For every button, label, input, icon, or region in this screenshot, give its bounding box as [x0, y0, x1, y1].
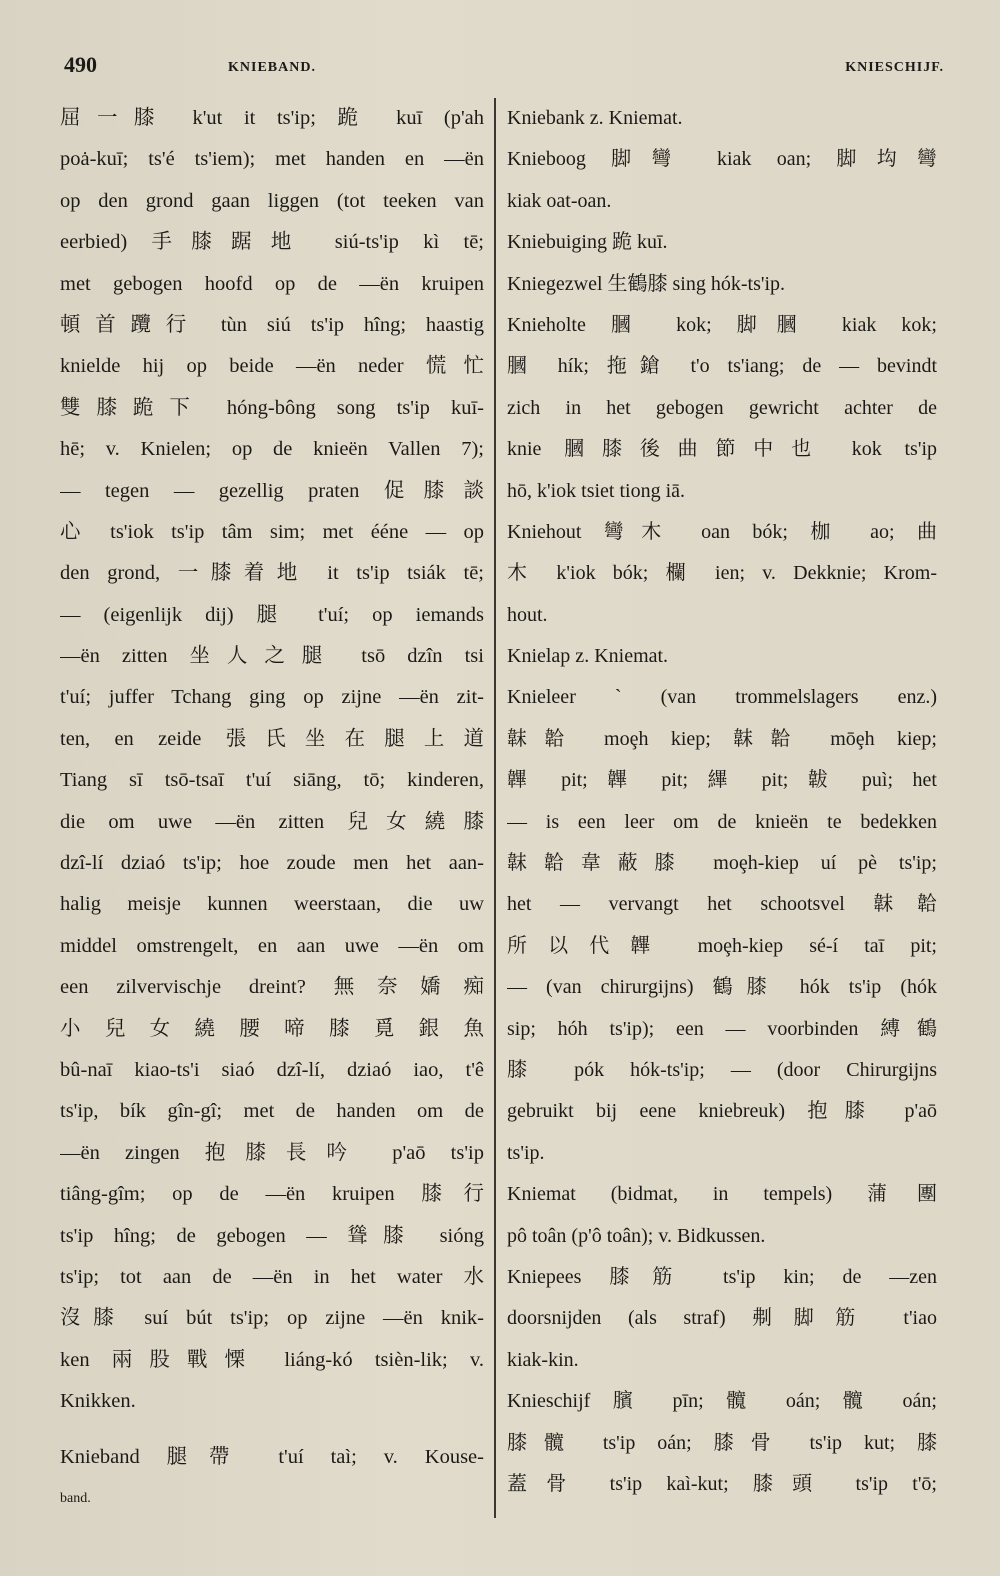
- left-column: [60, 98, 484, 1519]
- text-line: ts'ip hîng; de gebogen — 聳膝 sióng: [60, 1224, 484, 1247]
- text-line: doorsnijden (als straf) 刜脚筋 t'iao: [507, 1307, 937, 1330]
- text-line: band.: [60, 1490, 91, 1506]
- text-line: eerbied) 手膝踞地 siú-ts'ip kì tē;: [60, 231, 484, 254]
- text-line: op den grond gaan liggen (tot teeken van: [60, 189, 484, 212]
- text-line: ts'ip; tot aan de —ën in het water 水: [60, 1265, 484, 1288]
- text-line: dzî-lí dziaó ts'ip; hoe zoude men het aan-: [60, 852, 484, 875]
- text-line: 膝 pók hók-ts'ip; — (door Chirurgijns: [507, 1058, 937, 1081]
- text-line: Kniehout 彎木 oan bók; 枷 ao; 曲: [507, 520, 937, 543]
- text-line: 屈一膝 k'ut it ts'ip; 跪 kuī (p'ah: [60, 107, 484, 129]
- text-line: een zilvervischje dreint? 無奈嬌痴: [60, 976, 484, 999]
- text-line: Kniepees 膝筋 ts'ip kin; de —zen: [507, 1265, 937, 1288]
- text-line: Kniebuiging 跪 kuī.: [507, 231, 668, 254]
- text-line: den grond, 一膝着地 it ts'ip tsiák tē;: [60, 562, 484, 585]
- page-header: [64, 52, 944, 82]
- left-running-head: KNIEBAND.: [228, 60, 316, 75]
- text-line: 韎韐 moȩh kiep; 韎韐 mōȩh kiep;: [507, 727, 937, 750]
- text-line: — tegen — gezellig praten 促膝談: [60, 479, 484, 502]
- text-line: sip; hóh ts'ip); een — voorbinden 縛鶴: [507, 1017, 937, 1040]
- text-line: ken 兩股戰慄 liáng-kó tsièn-lik; v.: [60, 1348, 484, 1371]
- text-line: —ën zitten 坐人之腿 tsō dzîn tsi: [60, 645, 484, 668]
- text-line: 膝髖 ts'ip oán; 膝骨 ts'ip kut; 膝: [507, 1431, 937, 1454]
- text-line: — is een leer om de knieën te bedekken: [507, 810, 937, 833]
- text-line: 雙膝跪下 hóng-bông song ts'ip kuī-: [60, 396, 484, 419]
- text-line: kiak oat-oan.: [507, 189, 612, 212]
- text-line: 小兒女繞腰啼膝覓銀魚: [60, 1017, 484, 1040]
- text-line: Knieschijf 臏 pīn; 髖 oán; 髖 oán;: [507, 1390, 937, 1413]
- text-line: Tiang sī tsō-tsaī t'uí siāng, tō; kinderen,: [60, 769, 484, 792]
- text-line: bû-naī kiao-ts'i siaó dzî-lí, dziaó iao, t'ê: [60, 1058, 484, 1081]
- entry-gap: [60, 1423, 484, 1437]
- right-column: [507, 98, 937, 1505]
- text-line: zich in het gebogen gewricht achter de: [507, 396, 937, 419]
- text-line: — (eigenlijk dij) 腿 t'uí; op iemands: [60, 603, 484, 626]
- text-line: 膕 hík; 拖鎗 t'o ts'iang; de — bevindt: [507, 355, 937, 378]
- text-line: Knieleer ` (van trommelslagers enz.): [507, 686, 937, 709]
- text-line: hout.: [507, 603, 548, 626]
- text-line: Knielap z. Kniemat.: [507, 645, 669, 668]
- page-number: 490: [64, 52, 97, 77]
- text-line: hē; v. Knielen; op de knieën Vallen 7);: [60, 438, 484, 461]
- text-line: die om uwe —ën zitten 兒女繞膝: [60, 810, 484, 833]
- text-line: ten, en zeide 張氏坐在腿上道: [60, 727, 484, 750]
- text-line: knie 膕膝後曲節中也 kok ts'ip: [507, 438, 937, 461]
- text-line: 心 ts'iok ts'ip tâm sim; met ééne — op: [60, 520, 484, 543]
- text-line: poȧ-kuī; ts'é ts'iem); met handen en —ën: [60, 148, 484, 171]
- right-running-head: KNIESCHIJF.: [845, 60, 944, 75]
- text-line: het — vervangt het schootsvel 韎韐: [507, 893, 937, 916]
- text-line: 木 k'iok bók; 欄 ien; v. Dekknie; Krom-: [507, 562, 937, 585]
- text-line: knielde hij op beide —ën neder 慌忙: [60, 355, 484, 378]
- text-line: t'uí; juffer Tchang ging op zijne —ën zit-: [60, 686, 484, 709]
- text-line: met gebogen hoofd op de —ën kruipen: [60, 272, 484, 295]
- text-line: ts'ip.: [507, 1141, 545, 1164]
- text-line: ts'ip, bík gîn-gî; met de handen om de: [60, 1100, 484, 1123]
- text-line: —ën zingen 抱膝長吟 p'aō ts'ip: [60, 1141, 484, 1164]
- text-line: Kniemat (bidmat, in tempels) 蒲團: [507, 1183, 937, 1206]
- text-line: halig meisje kunnen weerstaan, die uw: [60, 893, 484, 916]
- text-line: Kniebank z. Kniemat.: [507, 107, 683, 129]
- text-line: middel omstrengelt, en aan uwe —ën om: [60, 934, 484, 957]
- text-line: gebruikt bij eene kniebreuk) 抱膝 p'aō: [507, 1100, 937, 1123]
- text-line: 頓首𨈇行 tùn siú ts'ip hîng; haastig: [60, 313, 484, 336]
- text-line: 蓋骨 ts'ip kaì-kut; 膝頭 ts'ip t'ō;: [507, 1472, 937, 1495]
- text-line: — (van chirurgijns) 鶴膝 hók ts'ip (hók: [507, 976, 937, 999]
- text-line: 所以代韠 moȩh-kiep sé-í taī pit;: [507, 934, 937, 957]
- text-line: tiâng-gîm; op de —ën kruipen 膝行: [60, 1183, 484, 1206]
- text-line: Knieboog 脚彎 kiak oan; 脚㘬彎: [507, 148, 937, 171]
- text-line: Kniegezwel 生鶴膝 sing hók-ts'ip.: [507, 272, 786, 295]
- text-line: Knikken.: [60, 1390, 136, 1413]
- text-line: pô toân (p'ô toân); v. Bidkussen.: [507, 1224, 766, 1247]
- text-line: 韎韐韋蔽膝 moȩh-kiep uí pè ts'ip;: [507, 852, 937, 875]
- text-line: Knieholte 膕 kok; 脚膕 kiak kok;: [507, 313, 937, 336]
- text-line: kiak-kin.: [507, 1348, 579, 1371]
- column-divider: [494, 98, 496, 1518]
- text-line: 韠 pit; 韠 pit; 縪 pit; 韍 puì; het: [507, 769, 937, 792]
- text-line: hō, k'iok tsiet tiong iā.: [507, 479, 686, 502]
- text-line: Knieband 腿帶 t'uí taì; v. Kouse-: [60, 1445, 484, 1468]
- text-line: 沒膝 suí bút ts'ip; op zijne —ën knik-: [60, 1307, 484, 1330]
